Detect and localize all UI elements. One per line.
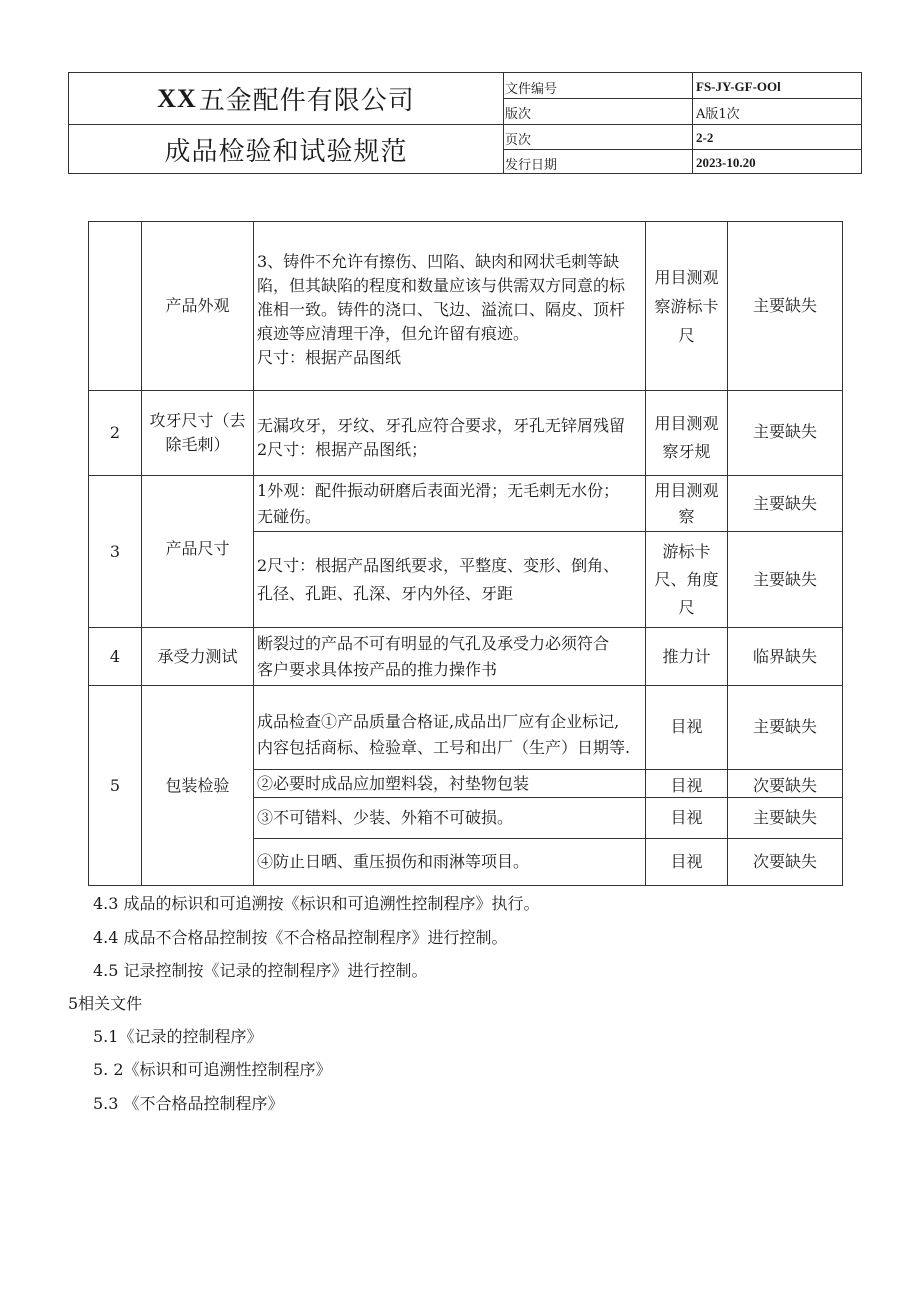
section-5-2: 5. 2《标识和可追溯性控制程序》 — [93, 1060, 332, 1079]
row5d-method: 目视 — [670, 852, 703, 871]
row5c-method: 目视 — [670, 808, 703, 827]
row2-item-line: 攻牙尺寸（去 — [149, 411, 246, 430]
row1-item: 产品外观 — [165, 296, 230, 315]
doc-number-label: 文件编号 — [505, 81, 558, 97]
version-value: A版1次 — [696, 106, 740, 122]
row2-item-line: 除毛刺） — [165, 435, 230, 454]
row5a-requirement — [254, 686, 645, 769]
row2-no: 2 — [109, 423, 121, 442]
row5-item: 包装检验 — [165, 775, 230, 795]
inspection-table — [88, 221, 843, 886]
row2-item — [142, 391, 253, 475]
row5a-req-line: 成品检查①产品质量合格证,成品出厂应有企业标记, — [257, 711, 620, 731]
row2-method-line: 用目测观 — [654, 414, 719, 433]
row3b-method — [646, 532, 727, 627]
row3b-method-line: 尺 — [678, 597, 695, 617]
row1-level: 主要缺失 — [752, 296, 817, 315]
company-prefix: XX — [157, 83, 197, 113]
section-4-4: 4.4 成品不合格品控制按《不合格品控制程序》进行控制。 — [93, 928, 508, 947]
doc-number-value: FS-JY-GF-OOl — [696, 79, 781, 94]
version-label: 版次 — [505, 106, 532, 122]
row3b-req-line: 2尺寸：根据产品图纸要求，平整度、变形、倒角、 — [257, 555, 620, 575]
section-5-heading: 5相关文件 — [68, 994, 143, 1013]
row5a-method: 目视 — [670, 717, 703, 736]
row3a-req-line: 1外观：配件振动研磨后表面光滑；无毛刺无水份； — [257, 480, 620, 500]
row4-req-line: 客户要求具体按产品的推力操作书 — [257, 659, 498, 679]
row3b-method-line: 尺、角度 — [654, 569, 719, 589]
row5a-req-line: 内容包括商标、检验章、工号和出厂（生产）日期等. — [257, 737, 631, 757]
row4-req-line: 断裂过的产品不可有明显的气孔及承受力必须符合 — [257, 633, 610, 653]
row5b-level: 次要缺失 — [752, 775, 817, 795]
row2-method-line: 察牙规 — [662, 442, 711, 461]
row4-item: 承受力测试 — [157, 646, 238, 666]
row5d-level: 次要缺失 — [752, 852, 817, 871]
section-4-3: 4.3 成品的标识和可追溯按《标识和可追溯性控制程序》执行。 — [93, 894, 540, 913]
row1-req-line: 3、铸件不允许有擦伤、凹陷、缺肉和网状毛刺等缺 — [257, 252, 620, 271]
row5-no: 5 — [109, 775, 121, 795]
company-name — [69, 73, 503, 124]
row5a-level: 主要缺失 — [752, 717, 817, 736]
row2-req-line: 无漏攻牙，牙纹、牙孔应符合要求，牙孔无锌屑残留 — [257, 416, 626, 435]
row5d-requirement: ④防止日晒、重压损伤和雨淋等项目。 — [257, 852, 530, 871]
page-value: 2-2 — [696, 130, 714, 145]
row1-method-line: 用目测观 — [654, 267, 719, 287]
row3a-method-line: 用目测观 — [654, 480, 719, 500]
row1-method-line: 察游标卡 — [654, 296, 719, 316]
row5b-method: 目视 — [670, 775, 703, 795]
document-title: 成品检验和试验规范 — [164, 137, 408, 167]
row1-method — [646, 222, 727, 390]
row2-method — [646, 391, 727, 475]
row2-requirement — [254, 391, 645, 475]
row3b-req-line: 孔径、孔距、孔深、牙内外径、牙距 — [257, 583, 514, 603]
row3b-requirement — [254, 532, 645, 627]
section-4-5: 4.5 记录控制按《记录的控制程序》进行控制。 — [93, 961, 428, 980]
row1-req-line: 痕迹等应清理干净，但允许留有痕迹。 — [257, 324, 530, 343]
row3a-method — [646, 476, 727, 531]
row4-no: 4 — [109, 646, 121, 666]
row3a-level: 主要缺失 — [752, 493, 817, 513]
row1-req-line: 准相一致。铸件的浇口、飞边、溢流口、隔皮、顶杆 — [257, 300, 626, 319]
row1-req-line: 尺寸：根据产品图纸 — [257, 348, 402, 367]
row5c-level: 主要缺失 — [752, 808, 817, 827]
row3a-req-line: 无碰伤。 — [257, 506, 322, 526]
page-label: 页次 — [505, 132, 532, 148]
row2-level: 主要缺失 — [752, 421, 817, 441]
issue-date-label: 发行日期 — [505, 157, 558, 173]
row3-item: 产品尺寸 — [165, 538, 230, 558]
issue-date-value: 2023-10.20 — [696, 155, 756, 170]
row2-req-line: 2尺寸：根据产品图纸； — [257, 440, 428, 459]
document-header — [68, 72, 862, 174]
company-name-text: 五金配件有限公司 — [198, 86, 415, 116]
row1-requirement — [254, 250, 645, 390]
row3-no: 3 — [109, 541, 121, 561]
row4-requirement — [254, 628, 645, 685]
row3b-level: 主要缺失 — [752, 569, 817, 589]
row3a-method-line: 察 — [678, 506, 695, 526]
row5c-requirement: ③不可错料、少装、外箱不可破损。 — [257, 808, 514, 827]
row1-req-line: 陷，但其缺陷的程度和数量应该与供需双方同意的标 — [257, 276, 626, 295]
section-5-1: 5.1《记录的控制程序》 — [93, 1027, 263, 1046]
row4-level: 临界缺失 — [752, 646, 817, 666]
row3a-requirement — [254, 476, 645, 531]
section-5-3: 5.3 《不合格品控制程序》 — [93, 1094, 284, 1113]
row4-method: 推力计 — [662, 646, 711, 666]
row3b-method-line: 游标卡 — [662, 541, 711, 561]
row1-method-line: 尺 — [678, 325, 695, 345]
row5b-requirement: ②必要时成品应加塑料袋，衬垫物包装 — [257, 773, 530, 793]
